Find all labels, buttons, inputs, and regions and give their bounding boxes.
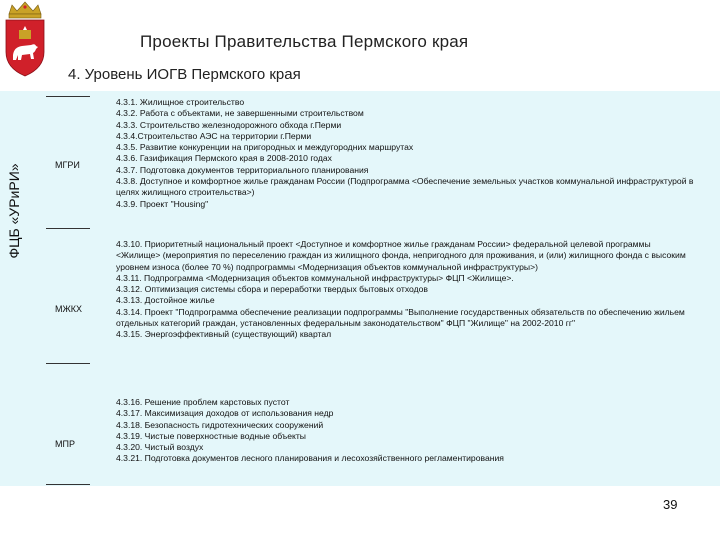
perm-coat-of-arms-icon [0,0,50,80]
list-item: 4.3.10. Приоритетный национальный проект <Доступное и комфортное жилье гражданам России> федеральной целевой программы <Жилище> (мероприятия по переселению граждан из жилищного фонда, непригодного для проживания, и (или) жилищного фонда с высоким уровнем износа (более 70 %) подпрограммы <Модернизация объектов коммунальной инфраструктуры>) [116,239,686,272]
list-item: 4.3.19. Чистые поверхностные водные объекты [116,430,306,441]
section-divider [46,228,90,229]
list-item: 4.3.7. Подготовка документов территориального планирования [116,164,369,175]
list-item: 4.3.3. Строительство железнодорожного обхода г.Перми [116,119,342,130]
list-item: 4.3.9. Проект "Housing" [116,198,209,209]
list-item: 4.3.6. Газификация Пермского края в 2008-2010 годах [116,153,332,164]
list-item: 4.3.16. Решение проблем карстовых пустот [116,397,290,407]
list-item: 4.3.13. Достойное жилье [116,295,215,306]
list-item: 4.3.21. Подготовка документов лесного планирования и лесохозяйственного регламентирования [116,453,504,464]
org-label-mzhkh: МЖКХ [55,304,83,314]
project-list-mzhkh [116,239,696,341]
list-item: 4.3.17. Максимизация доходов от использования недр [116,408,334,419]
list-item: 4.3.20. Чистый воздух [116,442,204,453]
list-item: 4.3.11. Подпрограмма <Модернизация объектов коммунальной инфраструктуры> ФЦП <Жилище>. [116,272,514,283]
org-label-mpr: МПР [55,439,75,449]
list-item: 4.3.15. Энергоэффективный (существующий) квартал [116,329,332,340]
project-list-mpr [116,397,696,465]
section-divider [46,363,90,364]
project-list-mgri [116,97,696,210]
page-number: 39 [663,497,678,512]
list-item: 4.3.4.Строительство АЭС на территории г.Перми [116,130,312,141]
section-divider [46,96,90,97]
side-label [2,91,26,331]
list-item: 4.3.1. Жилищное строительство [116,97,245,107]
list-item: 4.3.2. Работа с объектами, не завершенными строительством [116,108,364,119]
list-item: 4.3.8. Доступное и комфортное жилье гражданам России (Подпрограмма <Обеспечение земельных участков коммунальной инфраструктурой в целях жилищного строительства>) [116,176,694,198]
list-item: 4.3.5. Развитие конкуренции на пригородных и междугородних маршрутах [116,142,414,153]
org-label-mgri: МГРИ [55,160,80,170]
list-item: 4.3.18. Безопасность гидротехнических сооружений [116,419,324,430]
list-item: 4.3.12. Оптимизация системы сбора и переработки твердых бытовых отходов [116,284,428,295]
page-title: Проекты Правительства Пермского края [140,32,469,51]
section-subtitle: 4. Уровень ИОГВ Пермского края [68,66,301,83]
list-item: 4.3.14. Проект "Подпрограмма обеспечение реализации подпрограммы "Выполнение государственных обязательств по обеспечению жильем отдельных категорий граждан, установленных федеральным законодательством" ФЦП "Жилище" на 2002-2010 гг" [116,306,685,329]
section-divider [46,484,90,485]
side-label-text: ФЦБ «УРиРИ» [6,163,22,259]
